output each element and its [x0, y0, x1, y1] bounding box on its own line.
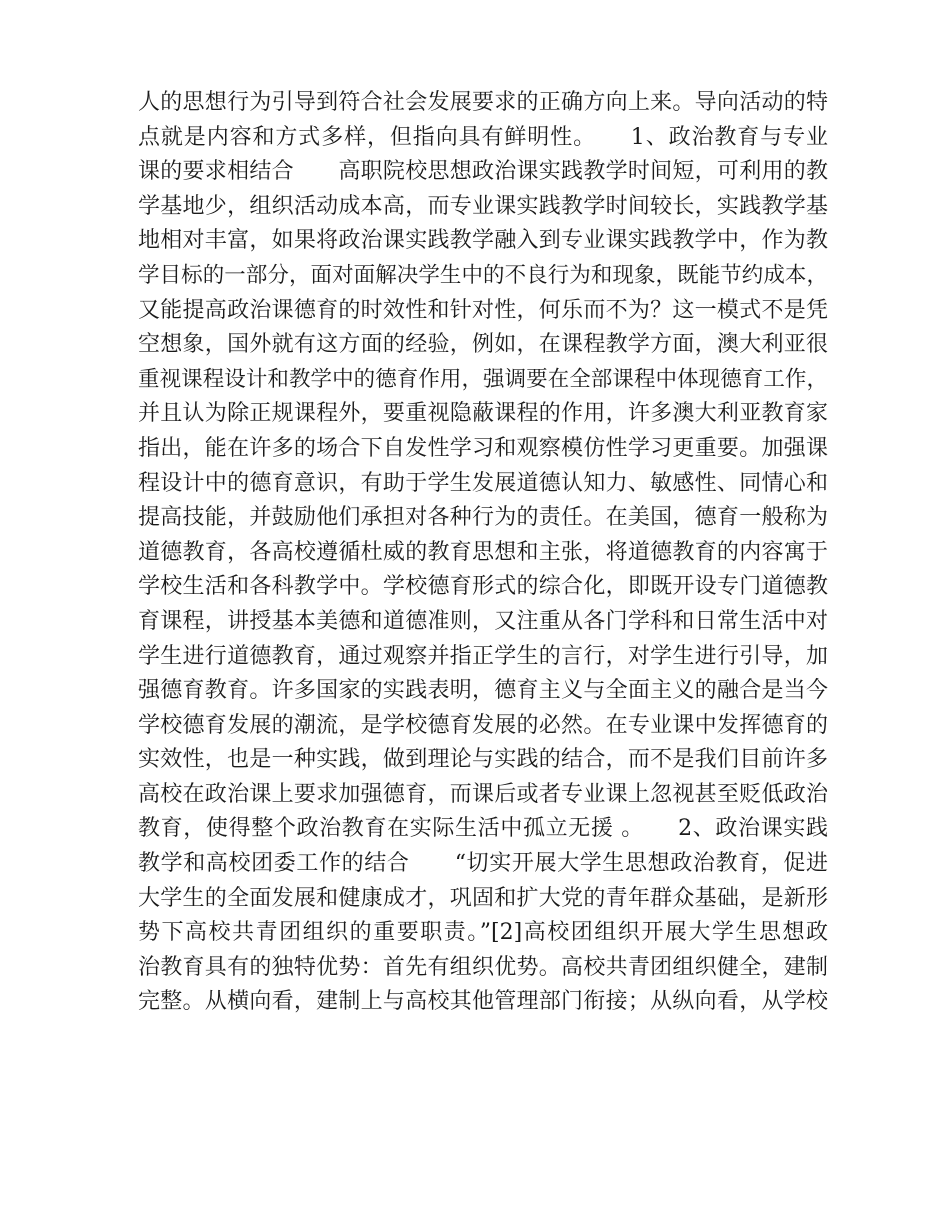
text-line: 完整。从横向看，建制上与高校其他管理部门衔接；从纵向看，从学校	[138, 989, 828, 1015]
text-line: 高校在政治课上要求加强德育，而课后或者专业课上忽视甚至贬低政治	[138, 781, 828, 807]
text-line: 学生进行道德教育，通过观察并指正学生的言行，对学生进行引导，加	[138, 643, 828, 669]
text-line: 提高技能，并鼓励他们承担对各种行为的责任。在美国，德育一般称为	[138, 505, 828, 531]
text-line: 学校德育发展的潮流，是学校德育发展的必然。在专业课中发挥德育的	[138, 712, 828, 738]
text-line: 程设计中的德育意识，有助于学生发展道德认知力、敏感性、同情心和	[138, 470, 828, 496]
text-line: 大学生的全面发展和健康成才，巩固和扩大党的青年群众基础，是新形	[138, 885, 828, 911]
text-line: 治教育具有的独特优势：首先有组织优势。高校共青团组织健全，建制	[138, 954, 828, 980]
text-line: 人的思想行为引导到符合社会发展要求的正确方向上来。导向活动的特	[138, 90, 828, 115]
text-line: 学校生活和各科教学中。学校德育形式的综合化，即既开设专门道德教	[138, 574, 828, 600]
text-line: 学目标的一部分，面对面解决学生中的不良行为和现象，既能节约成本，	[138, 262, 828, 288]
text-line: 又能提高政治课德育的时效性和针对性，何乐而不为？这一模式不是凭	[138, 297, 828, 323]
text-line: 育课程，讲授基本美德和道德准则，又注重从各门学科和日常生活中对	[138, 608, 828, 634]
body-text	[138, 86, 828, 1020]
text-line: 并且认为除正规课程外，要重视隐蔽课程的作用，许多澳大利亚教育家	[138, 401, 828, 427]
text-line: 教学和高校团委工作的结合 “切实开展大学生思想政治教育，促进	[138, 851, 828, 877]
text-line: 强德育教育。许多国家的实践表明，德育主义与全面主义的融合是当今	[138, 678, 828, 704]
text-line: 课的要求相结合 高职院校思想政治课实践教学时间短，可利用的教	[138, 159, 828, 185]
text-line: 点就是内容和方式多样，但指向具有鲜明性。 1、政治教育与专业	[138, 124, 828, 150]
text-line: 实效性，也是一种实践，做到理论与实践的结合，而不是我们目前许多	[138, 747, 828, 773]
text-line: 指出，能在许多的场合下自发性学习和观察模仿性学习更重要。加强课	[138, 435, 828, 461]
text-line: 势下高校共青团组织的重要职责。”[2]高校团组织开展大学生思想政	[138, 920, 828, 946]
text-line: 教育，使得整个政治教育在实际生活中孤立无援 。 2、政治课实践	[138, 816, 828, 842]
text-line: 道德教育，各高校遵循杜威的教育思想和主张，将道德教育的内容寓于	[138, 539, 828, 565]
text-line: 重视课程设计和教学中的德育作用，强调要在全部课程中体现德育工作，	[138, 366, 828, 392]
text-line: 学基地少，组织活动成本高，而专业课实践教学时间较长，实践教学基	[138, 193, 828, 219]
text-line: 地相对丰富，如果将政治课实践教学融入到专业课实践教学中，作为教	[138, 228, 828, 254]
text-line: 空想象，国外就有这方面的经验，例如，在课程教学方面，澳大利亚很	[138, 332, 828, 358]
